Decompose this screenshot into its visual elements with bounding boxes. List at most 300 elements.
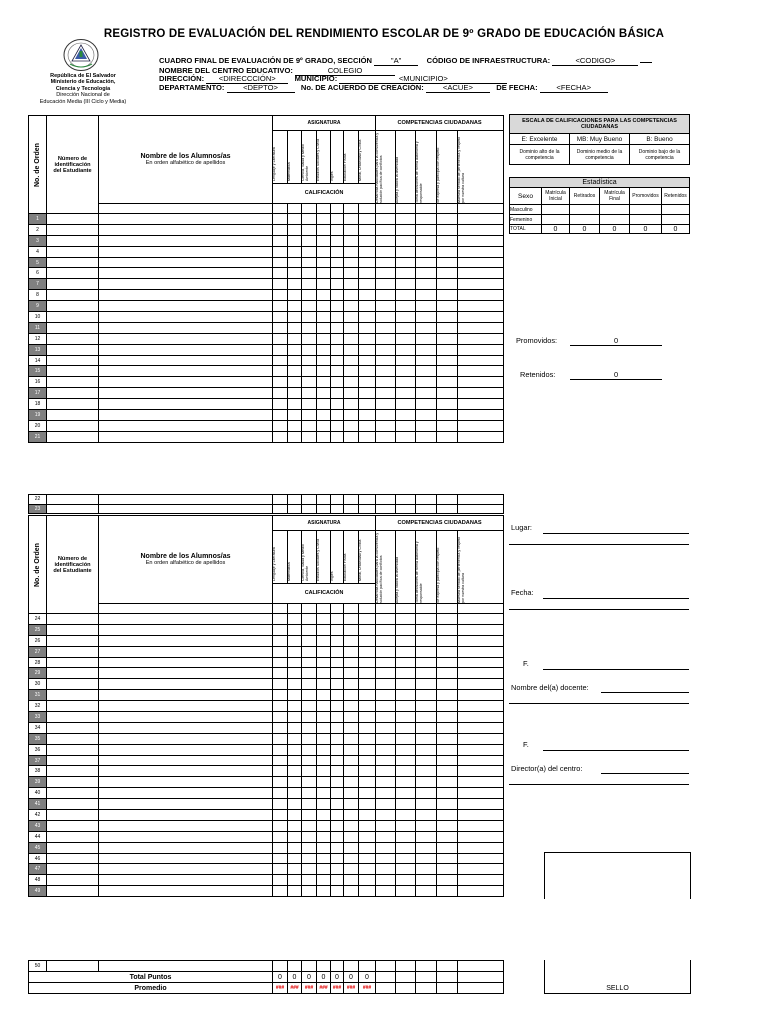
grade-cell[interactable]	[359, 399, 376, 410]
stats-cell[interactable]: 0	[600, 225, 630, 234]
grade-cell[interactable]	[302, 864, 317, 875]
grade-cell[interactable]	[458, 246, 504, 257]
grade-cell[interactable]	[344, 279, 359, 290]
grade-cell[interactable]	[437, 853, 458, 864]
grade-cell[interactable]	[376, 635, 396, 646]
grade-cell[interactable]	[302, 722, 317, 733]
grade-cell[interactable]	[458, 799, 504, 810]
grade-cell[interactable]	[458, 399, 504, 410]
grade-cell[interactable]	[359, 290, 376, 301]
grade-cell[interactable]	[344, 864, 359, 875]
grade-cell[interactable]	[437, 333, 458, 344]
grade-cell[interactable]	[396, 495, 416, 505]
grade-cell[interactable]	[416, 495, 437, 505]
grade-cell[interactable]	[416, 810, 437, 821]
student-name-cell[interactable]	[99, 377, 273, 388]
grade-cell[interactable]	[344, 853, 359, 864]
grade-cell[interactable]	[331, 214, 344, 225]
grade-cell[interactable]	[359, 875, 376, 886]
grade-cell[interactable]	[302, 712, 317, 723]
grade-cell[interactable]	[458, 377, 504, 388]
grade-cell[interactable]	[359, 420, 376, 431]
grade-cell[interactable]	[317, 504, 331, 514]
grade-cell[interactable]	[437, 831, 458, 842]
grade-cell[interactable]	[458, 766, 504, 777]
grade-cell[interactable]	[288, 961, 302, 972]
student-name-cell[interactable]	[99, 886, 273, 897]
student-name-cell[interactable]	[99, 624, 273, 635]
grade-cell[interactable]	[458, 886, 504, 897]
grade-cell[interactable]	[273, 777, 288, 788]
grade-cell[interactable]	[416, 388, 437, 399]
grade-cell[interactable]	[288, 712, 302, 723]
grade-cell[interactable]	[376, 853, 396, 864]
grade-cell[interactable]	[416, 886, 437, 897]
grade-cell[interactable]	[359, 495, 376, 505]
grade-cell[interactable]	[359, 344, 376, 355]
grade-cell[interactable]	[317, 831, 331, 842]
student-name-cell[interactable]	[99, 831, 273, 842]
grade-cell[interactable]	[458, 777, 504, 788]
student-id-cell[interactable]	[47, 214, 99, 225]
grade-cell[interactable]	[344, 431, 359, 442]
grade-cell[interactable]	[317, 961, 331, 972]
grade-cell[interactable]	[359, 679, 376, 690]
student-name-cell[interactable]	[99, 766, 273, 777]
grade-cell[interactable]	[359, 853, 376, 864]
grade-cell[interactable]	[396, 614, 416, 625]
student-name-cell[interactable]	[99, 657, 273, 668]
student-name-cell[interactable]	[99, 355, 273, 366]
grade-cell[interactable]	[416, 410, 437, 421]
docente-field[interactable]	[601, 683, 689, 693]
grade-cell[interactable]	[302, 333, 317, 344]
grade-cell[interactable]	[416, 864, 437, 875]
grade-cell[interactable]	[344, 246, 359, 257]
grade-cell[interactable]	[376, 820, 396, 831]
grade-cell[interactable]	[331, 355, 344, 366]
grade-cell[interactable]	[273, 312, 288, 323]
grade-cell[interactable]	[437, 410, 458, 421]
grade-cell[interactable]	[317, 290, 331, 301]
student-name-cell[interactable]	[99, 224, 273, 235]
student-name-cell[interactable]	[99, 733, 273, 744]
grade-cell[interactable]	[302, 635, 317, 646]
centro-field[interactable]: COLEGIO	[295, 66, 395, 76]
grade-cell[interactable]	[331, 246, 344, 257]
grade-cell[interactable]	[396, 799, 416, 810]
grade-cell[interactable]	[288, 214, 302, 225]
grade-cell[interactable]	[344, 668, 359, 679]
grade-cell[interactable]	[396, 744, 416, 755]
stats-cell[interactable]	[662, 215, 690, 225]
student-name-cell[interactable]	[99, 679, 273, 690]
grade-cell[interactable]	[317, 322, 331, 333]
grade-cell[interactable]	[288, 668, 302, 679]
grade-cell[interactable]	[273, 668, 288, 679]
grade-cell[interactable]	[396, 377, 416, 388]
grade-cell[interactable]	[331, 777, 344, 788]
grade-cell[interactable]	[376, 799, 396, 810]
grade-cell[interactable]	[288, 755, 302, 766]
grade-cell[interactable]	[288, 853, 302, 864]
grade-cell[interactable]	[458, 224, 504, 235]
grade-cell[interactable]	[331, 820, 344, 831]
grade-cell[interactable]	[376, 810, 396, 821]
grade-cell[interactable]	[331, 257, 344, 268]
grade-cell[interactable]	[302, 777, 317, 788]
grade-cell[interactable]	[344, 312, 359, 323]
grade-cell[interactable]	[331, 235, 344, 246]
grade-cell[interactable]	[302, 624, 317, 635]
firma-director-field[interactable]	[543, 740, 689, 751]
grade-cell[interactable]	[273, 755, 288, 766]
grade-cell[interactable]	[273, 257, 288, 268]
grade-cell[interactable]	[359, 755, 376, 766]
grade-cell[interactable]	[288, 744, 302, 755]
grade-cell[interactable]	[273, 388, 288, 399]
grade-cell[interactable]	[288, 646, 302, 657]
grade-cell[interactable]	[331, 744, 344, 755]
grade-cell[interactable]	[288, 788, 302, 799]
grade-cell[interactable]	[458, 257, 504, 268]
grade-cell[interactable]	[359, 504, 376, 514]
stats-cell[interactable]: 0	[630, 225, 662, 234]
grade-cell[interactable]	[288, 257, 302, 268]
grade-cell[interactable]	[273, 690, 288, 701]
grade-cell[interactable]	[437, 635, 458, 646]
grade-cell[interactable]	[288, 886, 302, 897]
grade-cell[interactable]	[437, 355, 458, 366]
student-name-cell[interactable]	[99, 344, 273, 355]
grade-cell[interactable]	[317, 712, 331, 723]
grade-cell[interactable]	[317, 635, 331, 646]
grade-cell[interactable]	[416, 733, 437, 744]
grade-cell[interactable]	[376, 290, 396, 301]
grade-cell[interactable]	[302, 668, 317, 679]
grade-cell[interactable]	[288, 733, 302, 744]
grade-cell[interactable]	[344, 224, 359, 235]
grade-cell[interactable]	[302, 690, 317, 701]
grade-cell[interactable]	[416, 333, 437, 344]
student-id-cell[interactable]	[47, 431, 99, 442]
grade-cell[interactable]	[288, 279, 302, 290]
student-name-cell[interactable]	[99, 701, 273, 712]
grade-cell[interactable]	[396, 701, 416, 712]
grade-cell[interactable]	[359, 279, 376, 290]
grade-cell[interactable]	[273, 853, 288, 864]
grade-cell[interactable]	[288, 235, 302, 246]
grade-cell[interactable]	[396, 668, 416, 679]
grade-cell[interactable]	[396, 646, 416, 657]
grade-cell[interactable]	[458, 614, 504, 625]
grade-cell[interactable]	[376, 268, 396, 279]
grade-cell[interactable]	[317, 399, 331, 410]
grade-cell[interactable]	[344, 399, 359, 410]
grade-cell[interactable]	[331, 766, 344, 777]
grade-cell[interactable]	[359, 646, 376, 657]
student-id-cell[interactable]	[47, 831, 99, 842]
grade-cell[interactable]	[437, 301, 458, 312]
grade-cell[interactable]	[376, 333, 396, 344]
grade-cell[interactable]	[437, 766, 458, 777]
grade-cell[interactable]	[359, 235, 376, 246]
grade-cell[interactable]	[437, 377, 458, 388]
grade-cell[interactable]	[359, 690, 376, 701]
grade-cell[interactable]	[317, 431, 331, 442]
grade-cell[interactable]	[359, 377, 376, 388]
grade-cell[interactable]	[273, 722, 288, 733]
grade-cell[interactable]	[458, 853, 504, 864]
codigo-field[interactable]: <CODIGO>	[552, 56, 638, 66]
grade-cell[interactable]	[273, 268, 288, 279]
grade-cell[interactable]	[437, 646, 458, 657]
grade-cell[interactable]	[273, 344, 288, 355]
grade-cell[interactable]	[273, 279, 288, 290]
grade-cell[interactable]	[344, 875, 359, 886]
grade-cell[interactable]	[331, 722, 344, 733]
grade-cell[interactable]	[273, 864, 288, 875]
grade-cell[interactable]	[416, 679, 437, 690]
grade-cell[interactable]	[437, 820, 458, 831]
student-id-cell[interactable]	[47, 755, 99, 766]
grade-cell[interactable]	[376, 766, 396, 777]
grade-cell[interactable]	[344, 624, 359, 635]
grade-cell[interactable]	[396, 333, 416, 344]
grade-cell[interactable]	[302, 733, 317, 744]
grade-cell[interactable]	[376, 831, 396, 842]
grade-cell[interactable]	[437, 722, 458, 733]
grade-cell[interactable]	[302, 755, 317, 766]
grade-cell[interactable]	[331, 635, 344, 646]
grade-cell[interactable]	[376, 377, 396, 388]
grade-cell[interactable]	[437, 679, 458, 690]
student-name-cell[interactable]	[99, 853, 273, 864]
grade-cell[interactable]	[317, 410, 331, 421]
grade-cell[interactable]	[344, 788, 359, 799]
grade-cell[interactable]	[359, 301, 376, 312]
grade-cell[interactable]	[288, 504, 302, 514]
student-name-cell[interactable]	[99, 820, 273, 831]
grade-cell[interactable]	[331, 961, 344, 972]
grade-cell[interactable]	[396, 624, 416, 635]
grade-cell[interactable]	[396, 420, 416, 431]
grade-cell[interactable]	[396, 246, 416, 257]
grade-cell[interactable]	[331, 322, 344, 333]
grade-cell[interactable]	[437, 495, 458, 505]
grade-cell[interactable]	[288, 344, 302, 355]
grade-cell[interactable]	[331, 268, 344, 279]
student-name-cell[interactable]	[99, 614, 273, 625]
grade-cell[interactable]	[458, 624, 504, 635]
seccion-field[interactable]: "A"	[374, 56, 418, 66]
grade-cell[interactable]	[317, 495, 331, 505]
grade-cell[interactable]	[331, 344, 344, 355]
student-name-cell[interactable]	[99, 410, 273, 421]
grade-cell[interactable]	[416, 377, 437, 388]
student-id-cell[interactable]	[47, 257, 99, 268]
student-id-cell[interactable]	[47, 799, 99, 810]
grade-cell[interactable]	[331, 690, 344, 701]
student-id-cell[interactable]	[47, 399, 99, 410]
grade-cell[interactable]	[396, 504, 416, 514]
grade-cell[interactable]	[331, 431, 344, 442]
grade-cell[interactable]	[317, 246, 331, 257]
grade-cell[interactable]	[288, 224, 302, 235]
grade-cell[interactable]	[416, 657, 437, 668]
student-id-cell[interactable]	[47, 344, 99, 355]
grade-cell[interactable]	[317, 766, 331, 777]
grade-cell[interactable]	[458, 788, 504, 799]
grade-cell[interactable]	[331, 701, 344, 712]
student-id-cell[interactable]	[47, 961, 99, 972]
grade-cell[interactable]	[359, 312, 376, 323]
grade-cell[interactable]	[344, 377, 359, 388]
grade-cell[interactable]	[437, 366, 458, 377]
grade-cell[interactable]	[273, 301, 288, 312]
grade-cell[interactable]	[344, 733, 359, 744]
grade-cell[interactable]	[416, 646, 437, 657]
student-name-cell[interactable]	[99, 312, 273, 323]
grade-cell[interactable]	[437, 864, 458, 875]
grade-cell[interactable]	[331, 810, 344, 821]
grade-cell[interactable]	[331, 799, 344, 810]
student-id-cell[interactable]	[47, 886, 99, 897]
grade-cell[interactable]	[376, 495, 396, 505]
grade-cell[interactable]	[376, 388, 396, 399]
grade-cell[interactable]	[344, 214, 359, 225]
grade-cell[interactable]	[416, 755, 437, 766]
grade-cell[interactable]	[344, 322, 359, 333]
grade-cell[interactable]	[396, 712, 416, 723]
grade-cell[interactable]	[396, 279, 416, 290]
grade-cell[interactable]	[376, 279, 396, 290]
grade-cell[interactable]	[288, 366, 302, 377]
grade-cell[interactable]	[396, 410, 416, 421]
grade-cell[interactable]	[273, 820, 288, 831]
student-name-cell[interactable]	[99, 875, 273, 886]
grade-cell[interactable]	[273, 377, 288, 388]
grade-cell[interactable]	[302, 679, 317, 690]
grade-cell[interactable]	[437, 755, 458, 766]
stats-cell[interactable]: 0	[662, 225, 690, 234]
grade-cell[interactable]	[458, 722, 504, 733]
grade-cell[interactable]	[302, 810, 317, 821]
stats-cell[interactable]	[542, 205, 570, 215]
grade-cell[interactable]	[376, 322, 396, 333]
grade-cell[interactable]	[288, 301, 302, 312]
student-name-cell[interactable]	[99, 864, 273, 875]
grade-cell[interactable]	[437, 268, 458, 279]
student-name-cell[interactable]	[99, 961, 273, 972]
grade-cell[interactable]	[344, 810, 359, 821]
student-id-cell[interactable]	[47, 388, 99, 399]
grade-cell[interactable]	[396, 842, 416, 853]
acuerdo-field[interactable]: <ACUE>	[426, 83, 490, 93]
grade-cell[interactable]	[458, 712, 504, 723]
stats-cell[interactable]	[570, 215, 600, 225]
grade-cell[interactable]	[302, 495, 317, 505]
grade-cell[interactable]	[458, 344, 504, 355]
grade-cell[interactable]	[458, 235, 504, 246]
student-id-cell[interactable]	[47, 495, 99, 505]
grade-cell[interactable]	[359, 624, 376, 635]
grade-cell[interactable]	[396, 388, 416, 399]
grade-cell[interactable]	[344, 257, 359, 268]
grade-cell[interactable]	[344, 690, 359, 701]
student-id-cell[interactable]	[47, 668, 99, 679]
student-name-cell[interactable]	[99, 712, 273, 723]
grade-cell[interactable]	[344, 290, 359, 301]
student-id-cell[interactable]	[47, 820, 99, 831]
grade-cell[interactable]	[437, 668, 458, 679]
grade-cell[interactable]	[344, 886, 359, 897]
grade-cell[interactable]	[458, 961, 504, 972]
grade-cell[interactable]	[416, 799, 437, 810]
grade-cell[interactable]	[331, 831, 344, 842]
grade-cell[interactable]	[317, 690, 331, 701]
grade-cell[interactable]	[376, 214, 396, 225]
student-name-cell[interactable]	[99, 388, 273, 399]
grade-cell[interactable]	[396, 777, 416, 788]
grade-cell[interactable]	[302, 279, 317, 290]
grade-cell[interactable]	[344, 344, 359, 355]
retenidos-value[interactable]: 0	[570, 370, 662, 380]
grade-cell[interactable]	[437, 875, 458, 886]
student-id-cell[interactable]	[47, 864, 99, 875]
grade-cell[interactable]	[376, 722, 396, 733]
grade-cell[interactable]	[437, 290, 458, 301]
grade-cell[interactable]	[458, 701, 504, 712]
student-id-cell[interactable]	[47, 301, 99, 312]
student-id-cell[interactable]	[47, 333, 99, 344]
grade-cell[interactable]	[416, 355, 437, 366]
grade-cell[interactable]	[317, 810, 331, 821]
grade-cell[interactable]	[331, 853, 344, 864]
grade-cell[interactable]	[437, 712, 458, 723]
grade-cell[interactable]	[437, 257, 458, 268]
grade-cell[interactable]	[359, 366, 376, 377]
grade-cell[interactable]	[376, 410, 396, 421]
grade-cell[interactable]	[416, 668, 437, 679]
grade-cell[interactable]	[302, 301, 317, 312]
grade-cell[interactable]	[376, 301, 396, 312]
grade-cell[interactable]	[458, 657, 504, 668]
stats-cell[interactable]	[600, 205, 630, 215]
grade-cell[interactable]	[344, 355, 359, 366]
grade-cell[interactable]	[317, 657, 331, 668]
grade-cell[interactable]	[344, 799, 359, 810]
grade-cell[interactable]	[302, 766, 317, 777]
grade-cell[interactable]	[317, 646, 331, 657]
grade-cell[interactable]	[437, 657, 458, 668]
grade-cell[interactable]	[288, 810, 302, 821]
grade-cell[interactable]	[396, 301, 416, 312]
grade-cell[interactable]	[331, 224, 344, 235]
grade-cell[interactable]	[302, 831, 317, 842]
grade-cell[interactable]	[273, 420, 288, 431]
grade-cell[interactable]	[376, 420, 396, 431]
grade-cell[interactable]	[302, 886, 317, 897]
grade-cell[interactable]	[331, 279, 344, 290]
grade-cell[interactable]	[437, 744, 458, 755]
grade-cell[interactable]	[331, 679, 344, 690]
grade-cell[interactable]	[317, 388, 331, 399]
grade-cell[interactable]	[437, 614, 458, 625]
student-id-cell[interactable]	[47, 377, 99, 388]
grade-cell[interactable]	[396, 235, 416, 246]
grade-cell[interactable]	[396, 733, 416, 744]
